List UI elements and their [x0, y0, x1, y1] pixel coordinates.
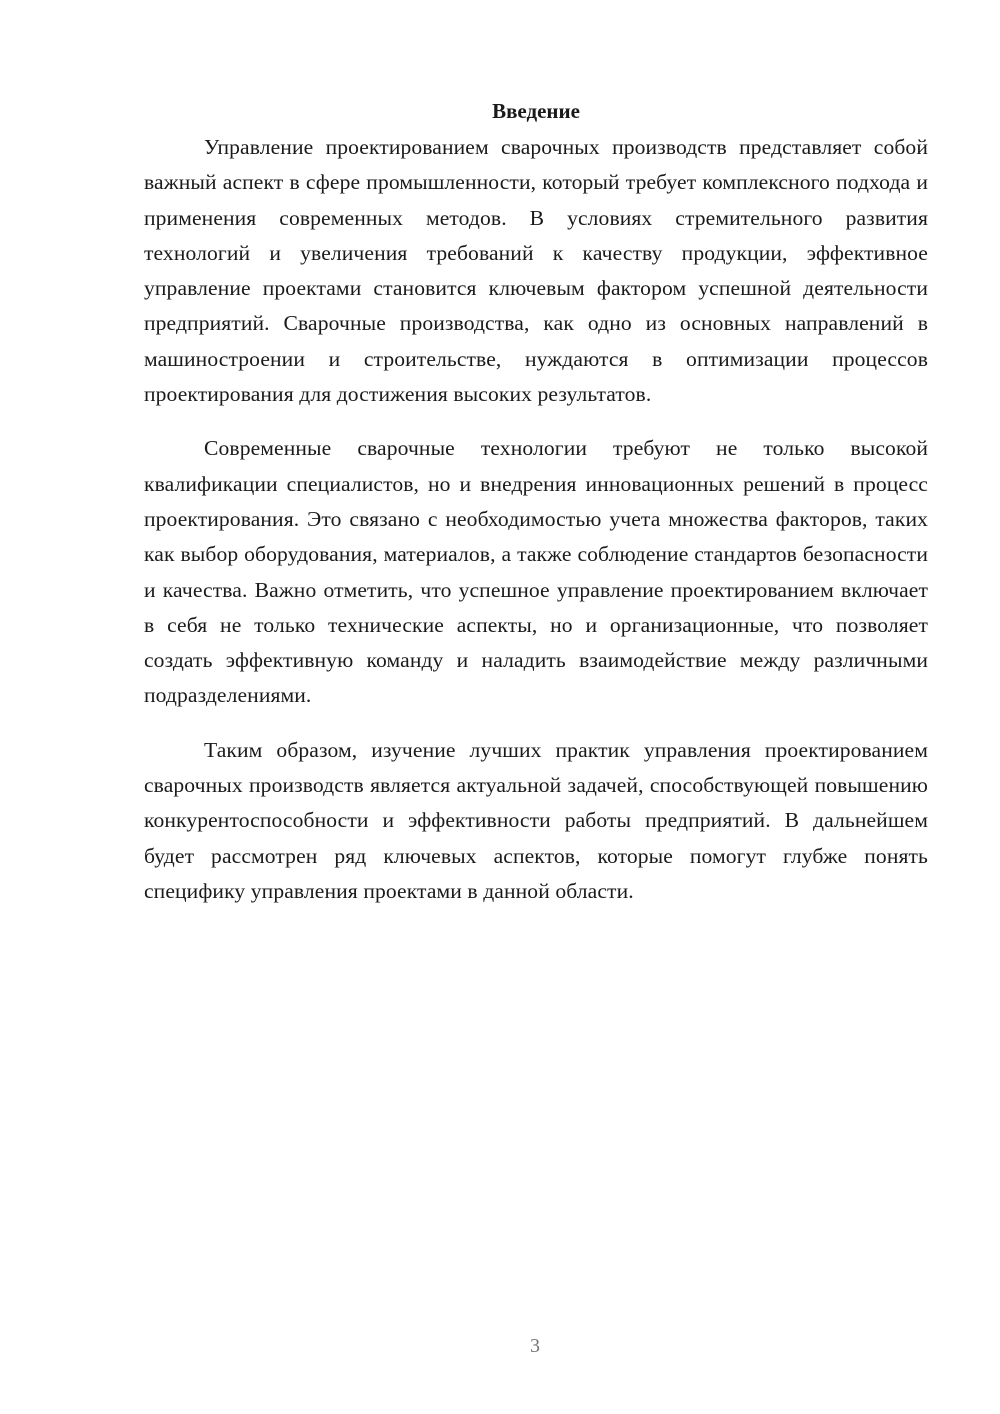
section-heading: Введение — [492, 99, 580, 123]
page-number: 3 — [530, 1335, 540, 1357]
paragraph-2: Современные сварочные технологии требуют не только высокой квалификации специалистов, но и внедрения инновационных решений в процесс проектирования. Это связано с необходимостью учета множества факторов, таких как выбор оборудования, материалов, а также соблюдение стандартов безопасности и качества. Важно отметить, что успешное управление проектированием включает в себя не только технические аспекты, но и организационные, что позволяет создать эффективную команду и наладить взаимодействие между различными подразделениями. — [144, 436, 928, 708]
page-content — [144, 92, 928, 928]
paragraph-1: Управление проектированием сварочных производств представляет собой важный аспект в сфере промышленности, который требует комплексного подхода и применения современных методов. В условиях стремительного развития технологий и увеличения требований к качеству продукции, эффективное управление проектами становится ключевым фактором успешной деятельности предприятий. Сварочные производства, как одно из основных направлений в машиностроении и строительстве, нуждаются в оптимизации процессов проектирования для достижения высоких результатов. — [144, 135, 928, 407]
paragraph-3: Таким образом, изучение лучших практик управления проектированием сварочных производств является актуальной задачей, способствующей повышению конкурентоспособности и эффективности работы предприятий. В дальнейшем будет рассмотрен ряд ключевых аспектов, которые помогут глубже понять специфику управления проектами в данной области. — [144, 737, 928, 903]
